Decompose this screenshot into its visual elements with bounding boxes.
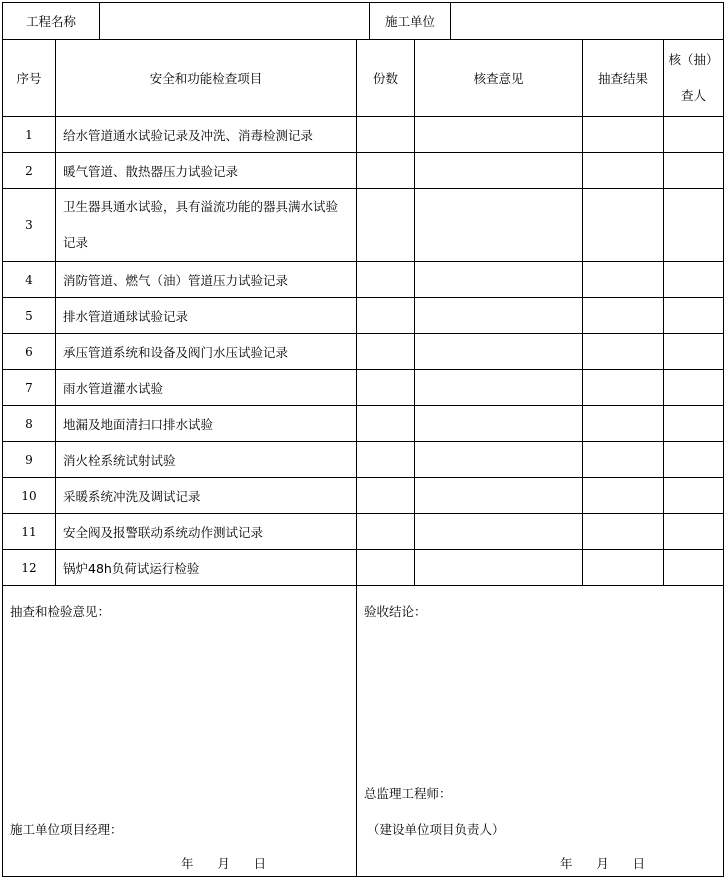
row-result-cell[interactable]	[583, 117, 664, 153]
row-item: 给水管道通水试验记录及冲洗、消毒检测记录	[56, 117, 357, 153]
row-result-cell[interactable]	[583, 189, 664, 262]
table-row	[3, 406, 724, 442]
signature-table	[2, 585, 724, 877]
row-opinion-cell[interactable]	[415, 514, 583, 550]
row-item: 消防管道、燃气（油）管道压力试验记录	[56, 262, 357, 298]
row-opinion-cell[interactable]	[415, 370, 583, 406]
row-checker-cell[interactable]	[664, 406, 724, 442]
row-result-cell[interactable]	[583, 442, 664, 478]
row-copies-cell[interactable]	[357, 334, 415, 370]
row-result-cell[interactable]	[583, 370, 664, 406]
row-no: 4	[3, 262, 56, 298]
inspection-form	[2, 2, 723, 886]
row-checker-cell[interactable]	[664, 442, 724, 478]
column-header-row	[3, 40, 724, 117]
table-row	[3, 514, 724, 550]
row-result-cell[interactable]	[583, 262, 664, 298]
row-item: 排水管道通球试验记录	[56, 298, 357, 334]
row-checker-cell[interactable]	[664, 478, 724, 514]
row-result-cell[interactable]	[583, 298, 664, 334]
row-checker-cell[interactable]	[664, 298, 724, 334]
row-result-cell[interactable]	[583, 334, 664, 370]
row-opinion-cell[interactable]	[415, 153, 583, 189]
row-item: 地漏及地面清扫口排水试验	[56, 406, 357, 442]
table-row	[3, 334, 724, 370]
row-item: 消火栓系统试射试验	[56, 442, 357, 478]
owner-rep-label: （建设单位项目负责人）	[367, 822, 505, 837]
row-copies-cell[interactable]	[357, 117, 415, 153]
row-opinion-cell[interactable]	[415, 406, 583, 442]
row-opinion-cell[interactable]	[415, 298, 583, 334]
table-row	[3, 442, 724, 478]
row-result-cell[interactable]	[583, 153, 664, 189]
row-checker-cell[interactable]	[664, 334, 724, 370]
col-copies: 份数	[357, 40, 415, 117]
row-checker-cell[interactable]	[664, 189, 724, 262]
col-checker-line2: 查人	[680, 88, 706, 103]
row-no: 12	[3, 550, 56, 586]
row-item: 暖气管道、散热器压力试验记录	[56, 153, 357, 189]
acceptance-conclusion-box[interactable]	[357, 586, 724, 877]
row-item: 锅炉48h负荷试运行检验	[56, 550, 357, 586]
col-opinion: 核查意见	[415, 40, 583, 117]
row-checker-cell[interactable]	[664, 370, 724, 406]
row-checker-cell[interactable]	[664, 117, 724, 153]
table-row	[3, 550, 724, 586]
project-name-label: 工程名称	[3, 3, 100, 40]
row-item: 卫生器具通水试验，具有溢流功能的器具满水试验记录	[56, 189, 357, 262]
project-name-field[interactable]	[100, 3, 370, 40]
row-item: 雨水管道灌水试验	[56, 370, 357, 406]
row-item: 安全阀及报警联动系统动作测试记录	[56, 514, 357, 550]
row-opinion-cell[interactable]	[415, 334, 583, 370]
row-no: 7	[3, 370, 56, 406]
row-checker-cell[interactable]	[664, 262, 724, 298]
row-opinion-cell[interactable]	[415, 189, 583, 262]
row-checker-cell[interactable]	[664, 153, 724, 189]
row-checker-cell[interactable]	[664, 514, 724, 550]
check-items-table	[2, 39, 724, 586]
row-copies-cell[interactable]	[357, 550, 415, 586]
row-opinion-cell[interactable]	[415, 262, 583, 298]
contractor-label: 施工单位	[370, 3, 451, 40]
row-no: 6	[3, 334, 56, 370]
table-row	[3, 153, 724, 189]
row-copies-cell[interactable]	[357, 370, 415, 406]
row-copies-cell[interactable]	[357, 406, 415, 442]
row-no: 1	[3, 117, 56, 153]
row-opinion-cell[interactable]	[415, 442, 583, 478]
col-item: 安全和功能检查项目	[56, 40, 357, 117]
row-no: 2	[3, 153, 56, 189]
row-copies-cell[interactable]	[357, 189, 415, 262]
col-seq: 序号	[3, 40, 56, 117]
left-date: 年 月 日	[181, 856, 267, 871]
row-item: 采暖系统冲洗及调试记录	[56, 478, 357, 514]
contractor-field[interactable]	[451, 3, 724, 40]
row-copies-cell[interactable]	[357, 298, 415, 334]
row-copies-cell[interactable]	[357, 442, 415, 478]
row-checker-cell[interactable]	[664, 550, 724, 586]
row-opinion-cell[interactable]	[415, 550, 583, 586]
row-no: 9	[3, 442, 56, 478]
table-row	[3, 478, 724, 514]
row-copies-cell[interactable]	[357, 262, 415, 298]
row-no: 10	[3, 478, 56, 514]
row-copies-cell[interactable]	[357, 514, 415, 550]
row-opinion-cell[interactable]	[415, 117, 583, 153]
row-result-cell[interactable]	[583, 514, 664, 550]
table-row	[3, 370, 724, 406]
table-row	[3, 189, 724, 262]
row-result-cell[interactable]	[583, 478, 664, 514]
row-no: 11	[3, 514, 56, 550]
row-no: 8	[3, 406, 56, 442]
row-opinion-cell[interactable]	[415, 478, 583, 514]
row-item: 承压管道系统和设备及阀门水压试验记录	[56, 334, 357, 370]
col-checker-line1: 核（抽）	[668, 52, 719, 67]
contractor-manager-label: 施工单位项目经理：	[10, 822, 123, 837]
right-date: 年 月 日	[560, 856, 646, 871]
row-copies-cell[interactable]	[357, 153, 415, 189]
inspection-opinion-box[interactable]	[3, 586, 357, 877]
row-copies-cell[interactable]	[357, 478, 415, 514]
table-row	[3, 117, 724, 153]
col-checker	[664, 40, 724, 117]
row-no: 3	[3, 189, 56, 262]
header-table	[2, 2, 724, 40]
chief-supervisor-label: 总监理工程师：	[364, 786, 452, 801]
row-no: 5	[3, 298, 56, 334]
table-row	[3, 262, 724, 298]
col-result: 抽查结果	[583, 40, 664, 117]
row-result-cell[interactable]	[583, 550, 664, 586]
table-row	[3, 298, 724, 334]
row-result-cell[interactable]	[583, 406, 664, 442]
acceptance-label: 验收结论：	[364, 604, 427, 619]
inspection-opinion-label: 抽查和检验意见：	[10, 604, 111, 619]
